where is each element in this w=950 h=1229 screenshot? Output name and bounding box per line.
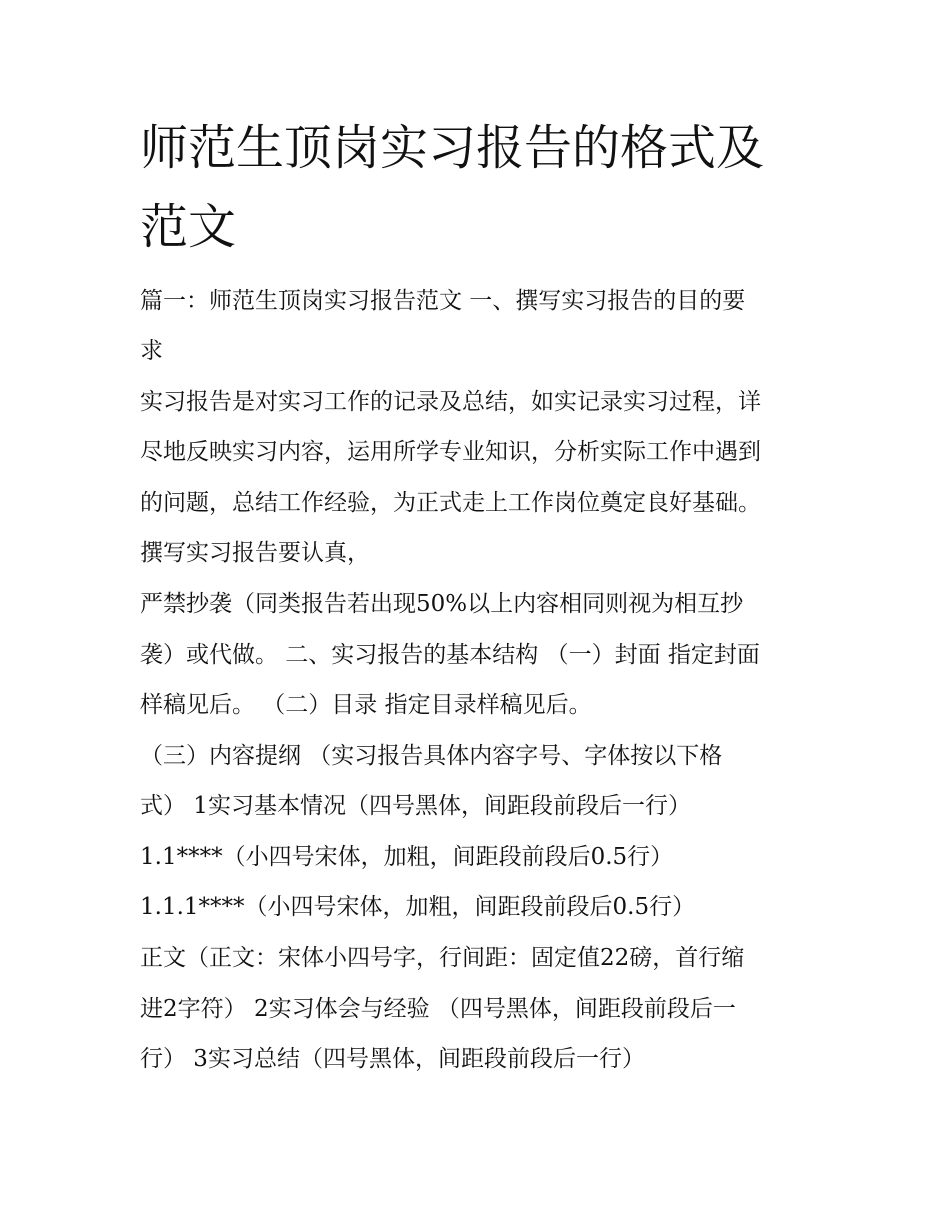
body-line-9: 样稿见后。 （二）目录 指定目录样稿见后。	[140, 692, 592, 718]
body-line-14: 正文（正文：宋体小四号字，行间距：固定值22磅，首行缩	[140, 945, 745, 971]
body-line-6: 撰写实习报告要认真，	[140, 540, 370, 566]
document-title-line-1: 师范生顶岗实习报告的格式及	[140, 120, 765, 176]
document-title-line-2: 范文	[140, 199, 237, 255]
body-line-2: 求	[140, 338, 163, 364]
body-line-1: 篇一：师范生顶岗实习报告范文 一、撰写实习报告的目的要	[140, 288, 746, 314]
body-line-13: 1.1.1****（小四号宋体，加粗，间距段前段后0.5行）	[140, 894, 696, 920]
body-line-10: （三）内容提纲 （实习报告具体内容字号、字体按以下格	[140, 743, 723, 769]
body-line-8: 袭）或代做。 二、实习报告的基本结构 （一）封面 指定封面	[140, 642, 760, 668]
body-line-12: 1.1****（小四号宋体，加粗，间距段前段后0.5行）	[140, 844, 674, 870]
body-line-16: 行） 3实习总结（四号黑体，间距段前段后一行）	[140, 1046, 645, 1072]
body-line-11: 式） 1实习基本情况（四号黑体，间距段前段后一行）	[140, 793, 691, 819]
body-line-3: 实习报告是对实习工作的记录及总结，如实记录实习过程，详	[140, 389, 761, 415]
body-line-7: 严禁抄袭（同类报告若出现50%以上内容相同则视为相互抄	[140, 591, 744, 617]
body-line-4: 尽地反映实习内容，运用所学专业知识，分析实际工作中遇到	[140, 439, 761, 465]
body-line-15: 进2字符） 2实习体会与经验 （四号黑体，间距段前段后一	[140, 996, 736, 1022]
body-line-5: 的问题，总结工作经验，为正式走上工作岗位奠定良好基础。	[140, 490, 761, 516]
